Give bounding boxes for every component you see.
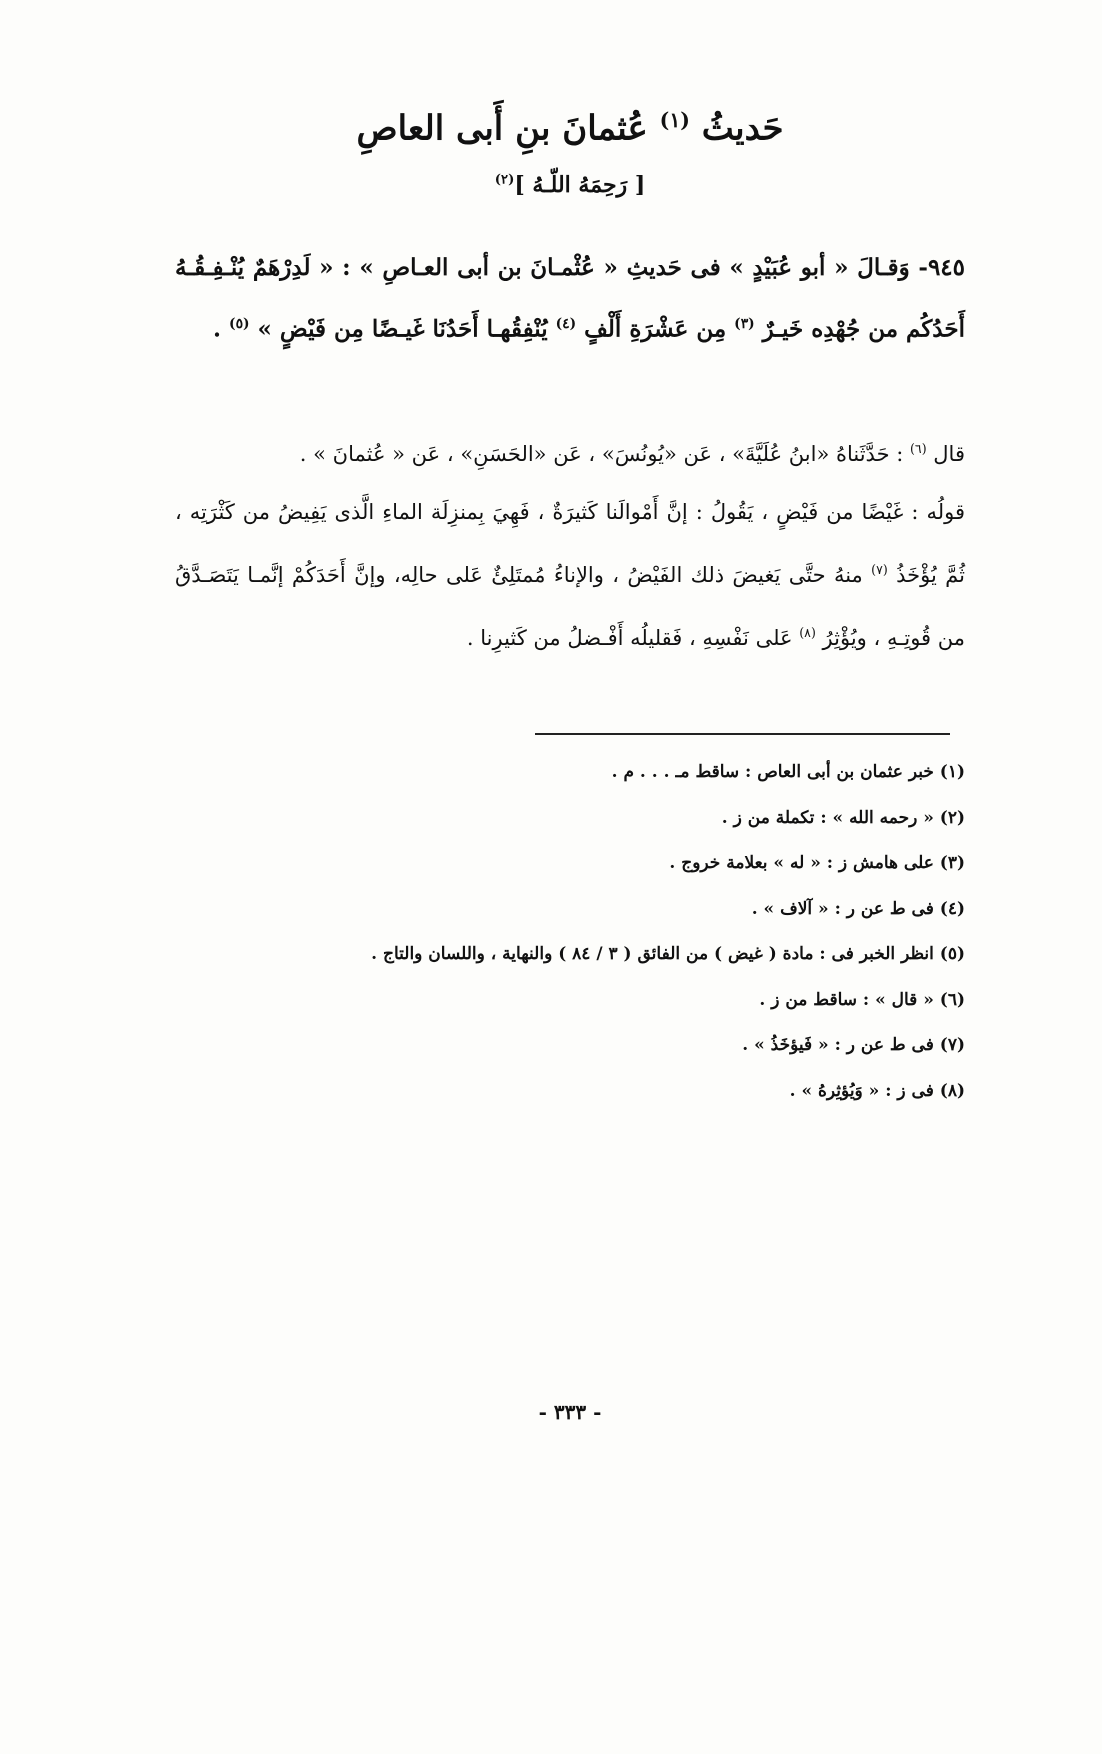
footnote-3: (٣) على هامش ز : « له » بعلامة خروج . [669, 853, 965, 873]
explanation-text-2: منهُ حتَّى يَغيضَ ذلك الفَيْضُ ، والإناءُ مُمتَلِئٌ عَلى حالِه، وإنَّ أَحَدَكُمْ إنَّمـا يَتَصَـدَّقُ من قُوتِـهِ ، ويُؤْثِرُ [175, 563, 965, 650]
isnad-chain: : حَدَّثَناهُ «ابنُ عُلَيَّةَ» ، عَن «يُونُسَ» ، عَن «الحَسَنِ» ، عَن « عُثمانَ » . [299, 442, 904, 466]
subtitle-footnote-ref: (٢) [494, 172, 515, 188]
footnote-2: (٢) « رحمه الله » : تكملة من ز . [721, 807, 965, 828]
page-subtitle [175, 172, 965, 198]
title-footnote-ref: (١) [659, 108, 690, 132]
footnote-7: (٧) فى ط عن ر : « فَيؤخَذُ » . [742, 1035, 965, 1055]
commentary-section [175, 420, 965, 667]
isnad-line [175, 420, 965, 483]
footnotes-list [175, 750, 965, 1114]
page-title [175, 108, 965, 148]
explanation-text-1: قولُه : غَيْضًا من فَيْضٍ ، يَقُولُ : إنَّ أَمْوالَنا كَثيرَةٌ ، فَهِيَ بِمنزِلَة الماءِ الَّذى يَفِيضُ من كَثْرَتِه ، ثُمَّ يُؤْخَذُ [175, 500, 965, 587]
footnote-ref-5: (٥) [229, 316, 250, 332]
footnote-ref-3: (٣) [734, 316, 755, 332]
footnote-ref-4: (٤) [555, 316, 577, 332]
isnad-qala: قال [933, 442, 965, 466]
footnote-6: (٦) « قال » : ساقط من ز . [759, 989, 965, 1010]
hadith-text-3: يُنْفِقُهـا أَحَدُنَا غَيـضًا مِن فَيْضٍ » [257, 315, 548, 343]
explanation-text-3: عَلى نَفْسِهِ ، فَقليلُه أَفْـضلُ من كَثيرِنا . [466, 626, 793, 650]
title-word: حَديثُ [701, 108, 784, 149]
explanation-paragraph [175, 483, 965, 667]
footnote-5: (٥) انظر الخبر فى : مادة ( غيض ) من الفائق ( ٣ / ٨٤ ) والنهاية ، واللسان والتاج . [371, 944, 965, 964]
hadith-text-1: ٩٤٥- وَقـالَ « أبو عُبَيْدٍ » فى حَديثِ « عُثْمـانَ بن أبى العـاصِ » : « لَدِرْهَمٌ يُنْـفِـقُـهُ أَحَدُكُم من جُهْدِه خَيـرٌ [175, 254, 965, 343]
footnote-4: (٤) فى ط عن ر : « آلاف » . [751, 898, 965, 919]
hadith-text-4: . [213, 315, 222, 343]
footnote-8: (٨) فى ز : « وَيُؤثِرهُ » . [789, 1080, 965, 1101]
footnote-ref-8: (٨) [799, 625, 816, 640]
hadith-text-2: مِن عَشْرَةِ أَلْفٍ [584, 315, 727, 343]
footnote-1: (١) خبر عثمان بن أبى العاص : ساقط مـ . . . م . [611, 762, 965, 782]
page-number: - ٣٣٣ - [538, 1400, 602, 1424]
subtitle-text: [ رَحِمَهُ اللّـهُ ] [514, 172, 646, 198]
footnote-ref-7: (٧) [871, 562, 888, 577]
footnote-ref-6: (٦) [910, 441, 927, 456]
footnote-divider [535, 733, 950, 735]
title-name: عُثمانَ بنِ أَبى العاصِ [356, 108, 648, 149]
hadith-paragraph [175, 240, 965, 358]
